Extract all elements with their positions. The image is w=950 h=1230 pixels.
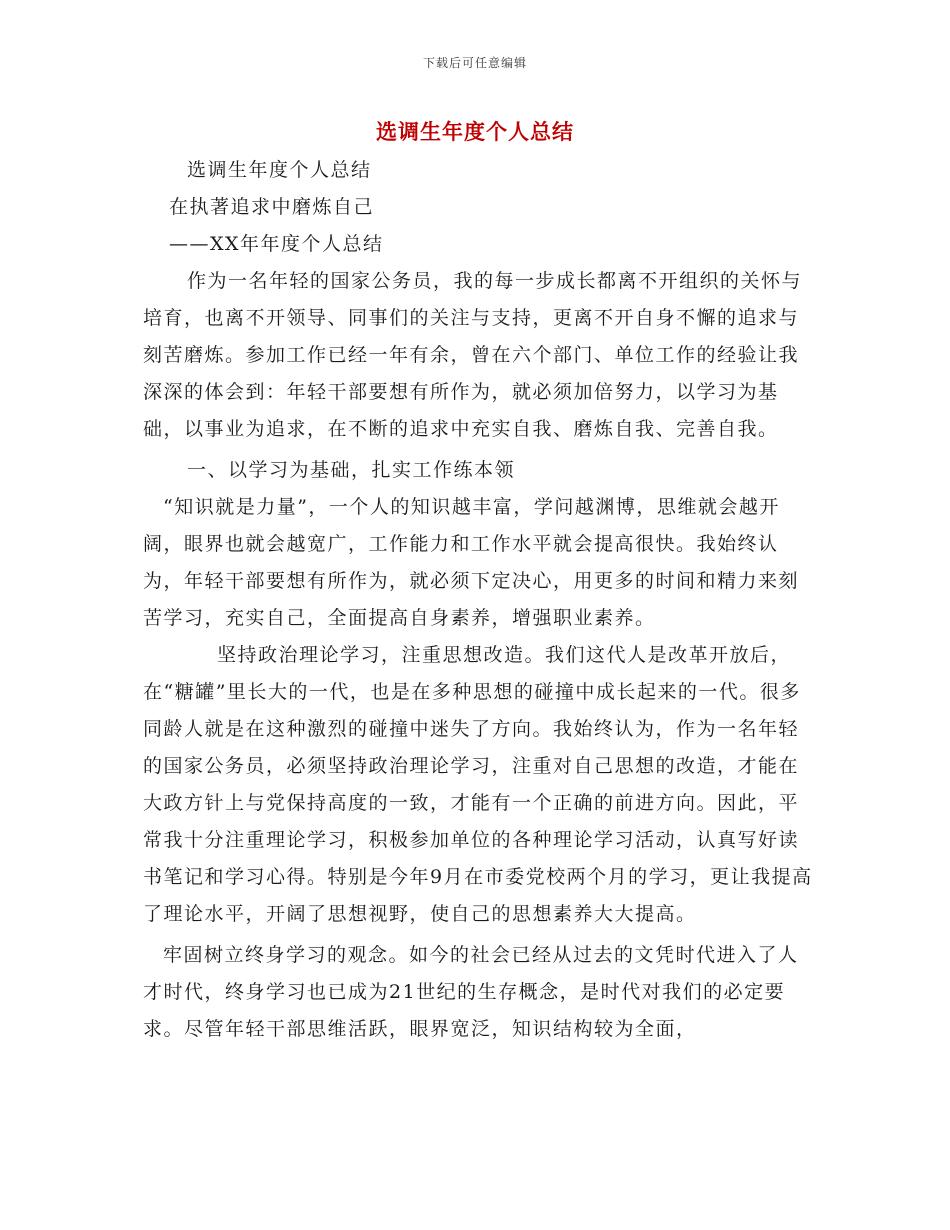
knowledge-paragraph: “知识就是力量”，一个人的知识越丰富，学问越渊博，思维就会越开阔，眼界也就会越宽广，工作能力和工作水平就会提高很快。我始终认为，年轻干部要想有所作为，就必须下定决心，用更多的时间和精力来刻苦学习，充实自己，全面提高自身素养，增强职业素养。 — [143, 496, 800, 629]
document-title: 选调生年度个人总结 — [376, 119, 574, 144]
lifelong-learning-paragraph: 牢固树立终身学习的观念。如今的社会已经从过去的文凭时代进入了人才时代，终身学习也已成为21世纪的生存概念，是时代对我们的必定要求。尽管年轻干部思维活跃，眼界宽泛，知识结构较为全面， — [143, 944, 799, 1040]
intro-paragraph: 作为一名年轻的国家公务员，我的每一步成长都离不开组织的关怀与培育，也离不开领导、同事们的关注与支持，更离不开自身不懈的追求与刻苦磨炼。参加工作已经一年有余，曾在六个部门、单位工作的经验让我深深的体会到：年轻干部要想有所作为，就必须加倍努力，以学习为基础，以事业为追求，在不断的追求中充实自我、磨炼自我、完善自我。 — [143, 270, 803, 440]
year-summary-line: ——XX年年度个人总结 — [169, 233, 384, 255]
section-heading: 一、以学习为基础，扎实工作练本领 — [187, 459, 516, 481]
subtitle-line: 选调生年度个人总结 — [187, 159, 372, 181]
political-theory-paragraph: 坚持政治理论学习，注重思想改造。我们这代人是改革开放后，在“糖罐”里长大的一代，也是在多种思想的碰撞中成长起来的一代。很多同龄人就是在这种激烈的碰撞中迷失了方向。我始终认为，作为一名年轻的国家公务员，必须坚持政治理论学习，注重对自己思想的改造，才能在大政方针上与党保持高度的一致，才能有一个正确的前进方向。因此，平常我十分注重理论学习，积极参加单位的各种理论学习活动，认真写好读书笔记和学习心得。特别是今年9月在市委党校两个月的学习，更让我提高了理论水平，开阔了思想视野，使自己的思想素养大大提高。 — [143, 644, 813, 925]
document-body — [143, 152, 813, 1048]
motto-line: 在执著追求中磨炼自己 — [169, 196, 375, 218]
header-note: 下载后可任意编辑 — [422, 56, 527, 70]
